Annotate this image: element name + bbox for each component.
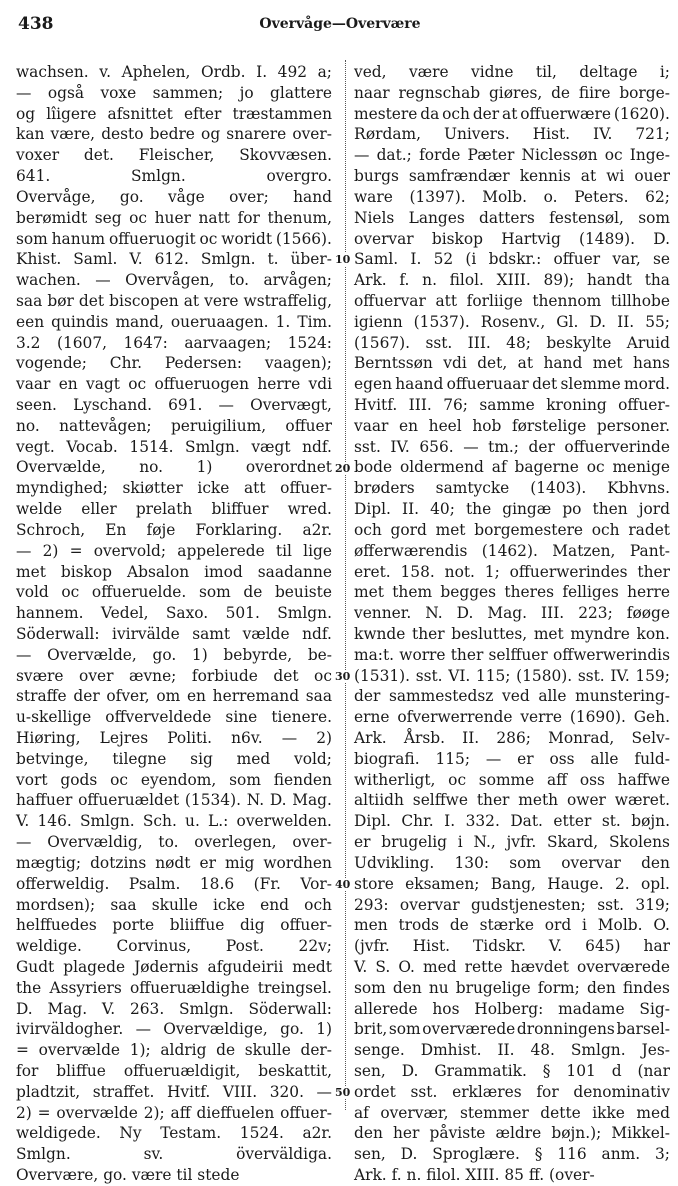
text-line: Dipl. II. 40; the gingæ po then jord (354, 500, 670, 519)
text-line: store eksamen; Bang, Hauge. 2. opl. (354, 874, 670, 893)
text-line: — Overvældig, to. overlegen, over- (16, 833, 332, 852)
text-line: Hvitf. III. 76; samme kroning offuer- (354, 396, 670, 414)
text-line: er brugelig i N., jvfr. Skard, Skolens (354, 833, 670, 852)
text-line: betvinge, tilegne sig med vold; (16, 749, 332, 768)
text-line: Berntssøn vdi det, at hand met hans (354, 354, 670, 373)
text-line: no. nattevågen; peruigilium, offuer (16, 416, 332, 435)
text-line: V. S. O. med rette hævdet overværede (354, 957, 670, 976)
text-line: myndighed; skiøtter icke att offuer- (16, 479, 332, 498)
text-line: straffe der ofver, om en herremand saa (16, 687, 332, 706)
text-line: kwnde ther besluttes, met myndre kon. (354, 624, 670, 643)
text-line: hannem. Vedel, Saxo. 501. Smlgn. (16, 604, 332, 623)
text-line: u-skellige offverveldede sine tienere. (16, 708, 332, 727)
text-line: een quindis mand, oueruaagen. 1. Tim. (16, 312, 332, 331)
text-line: vegt. Vocab. 1514. Smlgn. vægt ndf. (16, 437, 332, 456)
text-line: weldigede. Ny Testam. 1524. a2r. (16, 1124, 332, 1143)
text-line: brit, som overværede dronningens barsel- (354, 1020, 670, 1039)
text-line: offerweldig. Psalm. 18.6 (Fr. Vor- (16, 874, 332, 893)
text-line: af overvær, stemmer dette ikke med (354, 1103, 670, 1122)
text-line: offuervar att forliige thennom tillhobe (354, 291, 670, 310)
text-line: sst. IV. 656. — tm.; der offuerverinde (354, 437, 670, 456)
text-line: 641. Smlgn. overgro. (16, 167, 332, 186)
text-line: och gord met borgemestere och radet (354, 520, 670, 539)
text-line: Overvære, go. være til stede (16, 1166, 240, 1185)
text-line: haffuer offueruældet (1534). N. D. Mag. (16, 791, 332, 810)
text-line: ved, være vidne til, deltage i; (354, 63, 670, 81)
text-line: berømidt seg oc huer natt for thenum, (16, 208, 332, 227)
line-number-marker: 50 (335, 1086, 351, 1100)
text-line: mordsen); saa skulle icke end och (16, 895, 332, 914)
text-line: met them begges theres felliges herre (354, 583, 670, 602)
text-line: Gudt plagede Jødernis afgudeirii medt (16, 957, 332, 976)
text-line: som den nu brugelige form; den findes (354, 978, 670, 997)
text-line: svære over ævne; forbiude det oc (16, 666, 332, 685)
text-line: Dipl. Chr. I. 332. Dat. etter st. bøjn. (354, 812, 670, 831)
text-line: venner. N. D. Mag. III. 223; føøge (354, 604, 670, 623)
text-line: pladtzit, straffet. Hvitf. VIII. 320. — (16, 1082, 332, 1101)
page-number: 438 (18, 14, 54, 34)
text-line: 2) = overvælde 2); aff dieffuelen offuer- (16, 1103, 332, 1122)
text-line: men trods de stærke ord i Molb. O. (354, 916, 670, 935)
text-line: eret. 158. not. 1; offuerwerindes ther (354, 562, 670, 581)
text-line: igienn (1537). Rosenv., Gl. D. II. 55; (354, 312, 670, 331)
text-line: kan være, desto bedre og snarere over- (16, 125, 332, 144)
line-number-marker: 20 (335, 461, 351, 475)
text-line: D. Mag. V. 263. Smlgn. Söderwall: (16, 999, 332, 1018)
text-line: Rørdam, Univers. Hist. IV. 721; (354, 125, 670, 144)
text-line: Ark. f. n. filol. XIII. 89); handt tha (354, 271, 670, 290)
text-line: ordet sst. erklæres for denominativ (354, 1082, 670, 1101)
text-line: Niels Langes datters festensøl, som (354, 208, 670, 227)
running-title: Overvåge—Overvære (259, 16, 421, 32)
text-line: og lîigere afsnittet efter træstammen (16, 104, 332, 123)
text-line: vaar en vagt oc offueruogen herre vdi (16, 375, 332, 394)
text-line: — også voxe sammen; jo glattere (16, 83, 332, 102)
text-line: Overvælde, no. 1) overordnet (16, 458, 332, 477)
text-line: wachsen. v. Aphelen, Ordb. I. 492 a; (16, 63, 332, 81)
text-line: V. 146. Smlgn. Sch. u. L.: overwelden. (16, 812, 332, 831)
text-line: (1567). sst. III. 48; beskylte Aruid (354, 333, 670, 352)
text-line: weldige. Corvinus, Post. 22v; (16, 937, 332, 956)
text-line: vaar en heel hob førstelige personer. (354, 416, 670, 435)
text-line: øfferwærendis (1462). Matzen, Pant- (354, 541, 670, 560)
text-line: der sammestedsz ved alle munstering- (354, 687, 670, 706)
text-line: mestere da och der at offuerwære (1620). (354, 104, 670, 123)
text-line: — Overvælde, go. 1) bebyrde, be- (16, 645, 332, 664)
text-line: vold oc offueruelde. som de beuiste (16, 583, 332, 602)
text-line: biografi. 115; — er oss alle fuld- (354, 749, 670, 768)
text-line: brøders samtycke (1403). Kbhvns. (354, 479, 670, 498)
text-line: 3.2 (1607, 1647: aarvaagen; 1524: (16, 333, 332, 352)
left-column (16, 62, 332, 1186)
text-line: Hiøring, Lejres Politi. n6v. — 2) (16, 729, 332, 747)
line-number-marker: 10 (335, 253, 351, 267)
text-line: Udvikling. 130: som overvar den (354, 853, 670, 872)
text-line: bode oldermend af bagerne oc menige (354, 458, 670, 477)
page-header (16, 14, 664, 38)
text-line: erne ofverwerrende verre (1690). Geh. (354, 708, 670, 727)
text-line: overvar biskop Hartvig (1489). D. (354, 229, 670, 248)
text-line: — 2) = overvold; appelerede til lige (16, 541, 332, 560)
text-line: ware (1397). Molb. o. Peters. 62; (354, 187, 670, 206)
text-line: senge. Dmhist. II. 48. Smlgn. Jes- (354, 1041, 670, 1060)
text-line: — dat.; forde Pæter Niclessøn oc Inge- (354, 146, 670, 165)
text-line: egen haand offueruaar det slemme mord. (354, 375, 670, 394)
text-line: met biskop Absalon imod saadanne (16, 562, 332, 581)
text-line: seen. Lyschand. 691. — Overvægt, (16, 396, 332, 414)
text-line: sen, D. Grammatik. § 101 d (nar (354, 1062, 670, 1080)
text-line: voxer det. Fleischer, Skovvæsen. (16, 146, 332, 165)
text-line: welde eller prelath bliffuer wred. (16, 500, 332, 519)
text-line: Khist. Saml. V. 612. Smlgn. t. über- (16, 250, 332, 269)
text-line: (jvfr. Hist. Tidskr. V. 645) har (354, 937, 670, 956)
text-line: altiidh selffwe ther meth ower wæret. (354, 791, 670, 810)
text-line: Ark. f. n. filol. XIII. 85 ff. (over- (354, 1166, 595, 1185)
text-line: = overvælde 1); aldrig de skulle der- (16, 1041, 332, 1060)
text-line: allerede hos Holberg: madame Sig- (354, 999, 670, 1018)
text-line: burgs samfrændær kennis at wi ouer (354, 167, 670, 186)
text-line: Overvåge, go. våge over; hand (16, 187, 332, 206)
text-line: helffuedes porte bliiffue dig offuer- (16, 916, 332, 935)
text-line: Söderwall: ivirvälde samt vælde ndf. (16, 624, 332, 643)
text-line: (1531). sst. VI. 115; (1580). sst. IV. 159; (354, 666, 670, 685)
text-line: Smlgn. sv. överväldiga. (16, 1145, 332, 1164)
text-line: Ark. Årsb. II. 286; Monrad, Selv- (354, 729, 670, 747)
text-line: vogende; Chr. Pedersen: vaagen); (16, 354, 332, 373)
column-divider (345, 60, 346, 1110)
text-line: ivirväldogher. — Overvældige, go. 1) (16, 1020, 332, 1039)
line-number-marker: 30 (335, 669, 351, 683)
text-line: som hanum offueruogit oc woridt (1566). (16, 229, 332, 248)
text-line: Schroch, En føje Forklaring. a2r. (16, 520, 332, 539)
text-line: Saml. I. 52 (i bdskr.: offuer var, se (354, 250, 670, 269)
text-line: naar regnschab giøres, de fiire borge- (354, 83, 670, 102)
text-line: sen, D. Sproglære. § 116 anm. 3; (354, 1145, 670, 1164)
text-line: wachen. — Overvågen, to. arvågen; (16, 271, 332, 290)
right-column (354, 62, 670, 1186)
text-line: witherligt, oc somme aff oss haffwe (354, 770, 670, 789)
line-number-marker: 40 (335, 877, 351, 891)
text-line: mægtig; dotzins nødt er mig wordhen (16, 853, 332, 872)
text-line: den her påviste ældre bøjn.); Mikkel- (354, 1124, 670, 1143)
text-line: vort gods oc eyendom, som fienden (16, 770, 332, 789)
text-line: 293: overvar gudstjenesten; sst. 319; (354, 895, 670, 914)
text-line: ma:t. worre ther selffuer offwerwerindis (354, 645, 670, 664)
text-line: saa bør det biscopen at vere wstraffelig, (16, 291, 332, 310)
text-line: for bliffue offueruældigit, beskattit, (16, 1062, 332, 1080)
text-line: the Assyriers offueruældighe treingsel. (16, 978, 332, 997)
